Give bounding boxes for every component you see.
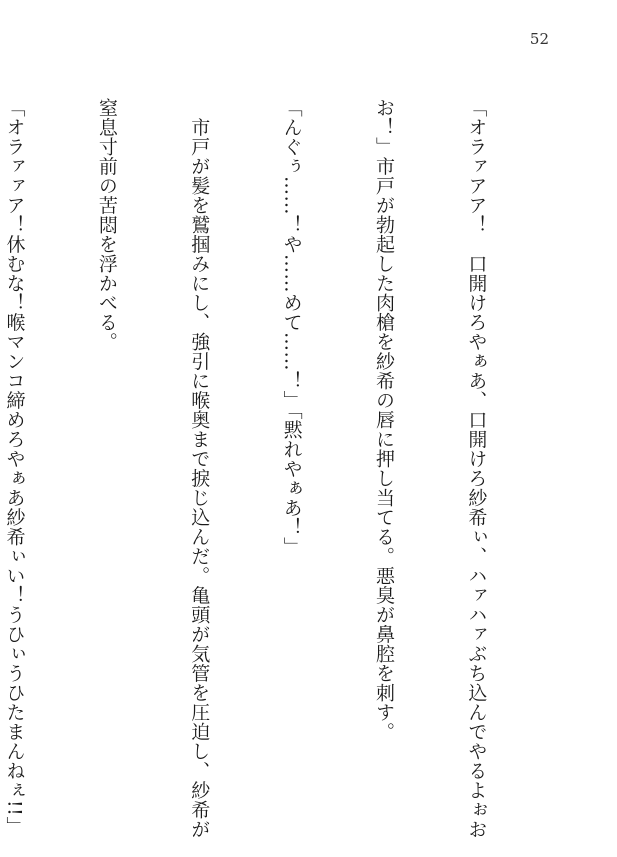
- text-line: 「オラァアア！ 口開けろやぁあ、口開けろ紗希ぃ、ハァハァぶち込んでやるよぉお: [465, 98, 488, 839]
- text-line: 「オラァァア！休むな！喉マンコ締めろやぁあ紗希ぃい！うひぃうひたまんねぇ!!」: [3, 98, 26, 836]
- text-line: 「んぐぅ……！や……めて……！」「黙れやぁあ！」: [280, 98, 303, 557]
- text-line: 窒息寸前の苦悶を浮かべる。: [95, 98, 118, 352]
- page-number: 52: [529, 30, 549, 48]
- text-line: 市戸が髪を鷲掴みにし、強引に喉奥まで捩じ込んだ。亀頭が気管を圧迫し、紗希が: [188, 98, 211, 839]
- text-line: お！」市戸が勃起した肉槍を紗希の唇に押し当てる。悪臭が鼻腔を刺す。: [373, 98, 396, 742]
- vertical-text-body: [3, 98, 553, 839]
